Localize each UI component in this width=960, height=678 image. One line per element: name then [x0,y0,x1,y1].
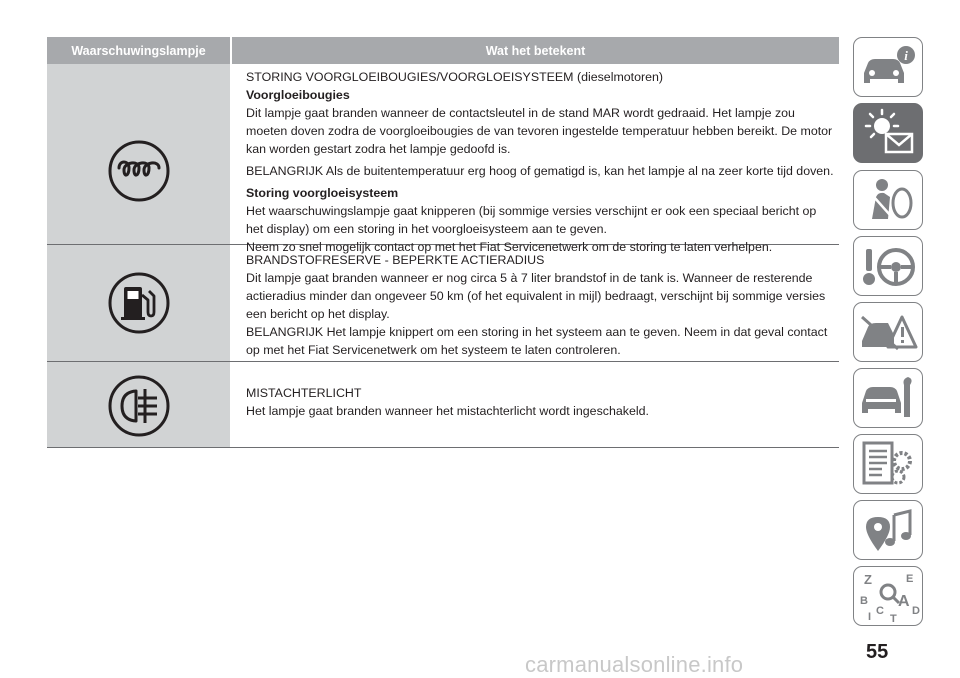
technical-data-icon [858,439,918,489]
table-row [47,64,839,254]
table-row [47,245,839,362]
warning-light-table [47,37,839,448]
icon-cell [47,64,230,244]
table-row [47,362,839,448]
svg-text:B: B [860,595,868,607]
subheading: Storing voorgloeisysteem [246,186,399,200]
fuel-pump-icon [108,272,170,334]
body-line: kan worden gestart zodra het lampje gedoofd is. [246,142,511,156]
meaning-cell [230,362,839,447]
svg-text:E: E [906,573,914,585]
svg-text:Z: Z [864,572,872,587]
chapter-tab-car-info[interactable] [853,37,923,97]
chapter-tab-starting-driving[interactable] [853,236,923,296]
chapter-tab-maintenance[interactable] [853,368,923,428]
body-line: Het waarschuwingslampje gaat knipperen (bij sommige versies verschijnt er ook een speciaal bericht op [246,204,817,218]
icon-cell [47,362,230,447]
body-line: Dit lampje gaat branden wanneer de contactsleutel in de stand MAR wordt gedraaid. Het lampje zou [246,106,795,120]
row-title: STORING VOORGLOEIBOUGIES/VOORGLOEISYSTEEM (dieselmotoren) [246,70,664,84]
svg-text:C: C [876,605,884,617]
svg-text:i: i [904,48,908,63]
body-line: het display) om een storing in het voorgloeisysteem aan te geven. [246,222,607,236]
body-line: Het lampje gaat branden wanneer het mistachterlicht wordt ingeschakeld. [246,404,649,418]
important-note: BELANGRIJK Het lampje knippert om een storing in het systeem aan te geven. Neem in dat geval contact [246,325,828,339]
body-line: actieradius minder dan ongeveer 50 km (of het equivalent in mijl) bedraagt, verschijnt bij sommige versies [246,289,826,303]
chapter-tab-safety[interactable] [853,170,923,230]
car-maintenance-icon [858,373,918,423]
body-line: Neem zo snel mogelijk contact op met het Fiat Servicenetwerk om de storing te laten verhelpen. [246,240,773,254]
multimedia-icon [858,505,918,555]
row-title: BRANDSTOFRESERVE - BEPERKTE ACTIERADIUS [246,253,545,267]
body-line: een bericht op het display. [246,307,390,321]
svg-text:T: T [890,613,897,625]
watermark: carmanualsonline.info [525,652,744,677]
chapter-tab-emergency[interactable] [853,302,923,362]
meaning-cell [230,245,839,361]
icon-cell [47,245,230,361]
safety-airbag-icon [858,175,918,225]
index-icon [858,570,920,625]
car-info-icon [858,43,918,91]
table-header [47,37,839,64]
important-note: op met het Fiat Servicenetwerk om het systeem te laten controleren. [246,343,621,357]
steering-wheel-key-icon [858,241,918,291]
svg-text:A: A [898,593,910,610]
body-line: moeten doven zodra de voorgloeibougies de van tevoren ingestelde temperatuur hebben bereikt. De motor [246,124,833,138]
important-note: BELANGRIJK Als de buitentemperatuur erg hoog of gematigd is, kan het lampje al na zeer korte tijd doven. [246,164,834,178]
chapter-tab-index[interactable] [853,566,923,626]
warning-lights-icon [858,108,918,158]
subheading: Voorgloeibougies [246,88,350,102]
emergency-icon [858,307,918,357]
chapter-tab-warning-lights[interactable] [853,103,923,163]
glow-plug-icon [108,140,170,202]
row-title: MISTACHTERLICHT [246,386,362,400]
svg-text:I: I [868,611,872,623]
chapter-tab-technical-data[interactable] [853,434,923,494]
header-meaning: Wat het betekent [230,37,839,64]
chapter-tab-multimedia[interactable] [853,500,923,560]
body-line: Dit lampje gaat branden wanneer er nog circa 5 à 7 liter brandstof in de tank is. Wanneer de resterende [246,271,813,285]
header-warning-light: Waarschuwingslampje [71,43,206,58]
meaning-cell [230,64,839,254]
rear-fog-light-icon [108,375,170,437]
svg-text:D: D [912,605,920,617]
page-number: 55 [866,641,889,663]
